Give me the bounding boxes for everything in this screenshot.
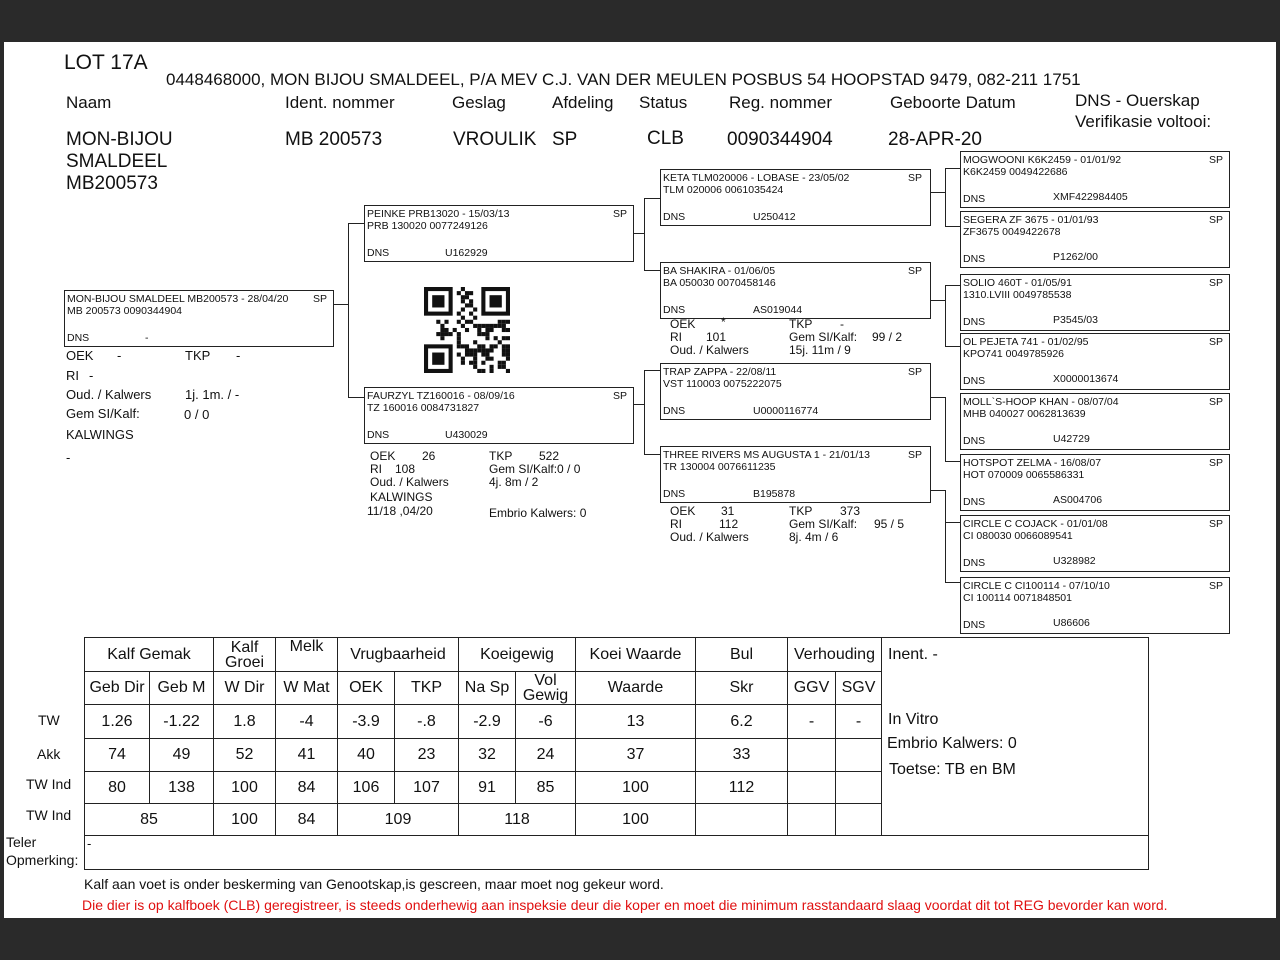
animal-status: CLB — [647, 128, 684, 149]
shakira-oud-value: 15j. 11m / 9 — [789, 343, 851, 357]
twind-cell-10 — [788, 772, 836, 804]
gen3-8-sp: SP — [1208, 580, 1223, 592]
col-sgv: SGV — [836, 672, 882, 705]
pedigree-sheet — [4, 42, 1276, 918]
twind-cell-11 — [836, 772, 882, 804]
augusta-oek-label: OEK — [670, 504, 696, 518]
gen3-1-sp: SP — [1208, 154, 1223, 166]
gen3-1-title: MOGWOONI K6K2459 - 01/01/92 — [963, 154, 1122, 166]
augusta-gem-label: Gem SI/Kalf: — [789, 517, 858, 531]
shakira-oek-label: OEK — [670, 317, 696, 331]
gen2-3-line2: VST 110003 0075222075 — [663, 378, 782, 390]
shakira-gem-label: Gem SI/Kalf: — [789, 330, 858, 344]
sire-dns-value: U162929 — [445, 247, 488, 259]
header-status: Status — [639, 93, 688, 112]
col-waarde: Waarde — [576, 672, 696, 705]
twind2-kalf-gemak: 85 — [85, 804, 214, 836]
akk-cell-2: 52 — [214, 739, 276, 772]
augusta-oud-value: 8j. 4m / 6 — [789, 530, 839, 544]
lot-number: LOT 17A — [64, 51, 148, 74]
twind-cell-7: 85 — [516, 772, 576, 804]
shakira-oek-value: * — [721, 315, 726, 329]
twind2-koei-waarde: 100 — [576, 804, 696, 836]
row-label-akk: Akk — [37, 746, 61, 762]
self-box-dns: DNS — [67, 332, 90, 344]
gen2-2-dns-value: AS019044 — [753, 304, 803, 316]
gen3-2-dns-value: P1262/00 — [1053, 251, 1098, 263]
gen3-4-dns-value: X0000013674 — [1053, 373, 1119, 385]
dam-title: FAURZYL TZ160016 - 08/09/16 — [367, 390, 515, 402]
twind2-sgv — [836, 804, 882, 836]
dam-oud-value: 4j. 8m / 2 — [489, 475, 539, 489]
gen2-3-sp: SP — [907, 366, 922, 378]
gen3-5-sp: SP — [1208, 396, 1223, 408]
gen2-4-sp: SP — [907, 449, 922, 461]
tw-cell-1: -1.22 — [150, 705, 214, 739]
augusta-tkp-label: TKP — [789, 504, 813, 518]
gen2-box-4 — [660, 446, 931, 503]
gen3-box-4 — [960, 333, 1230, 390]
header-dns: DNS - Ouerskap — [1075, 91, 1200, 110]
header-naam: Naam — [66, 93, 112, 112]
header-geslag: Geslag — [452, 93, 506, 112]
gen3-7-line2: CI 080030 0066089541 — [963, 530, 1073, 542]
self-kalwings-label: KALWINGS — [66, 427, 134, 442]
ebv-table — [84, 637, 1149, 870]
gen2-1-sp: SP — [907, 172, 922, 184]
group-vrugbaarheid: Vrugbaarheid — [338, 638, 459, 672]
self-pedigree-box — [64, 290, 334, 347]
tw-cell-6: -2.9 — [459, 705, 516, 739]
gen2-1-dns: DNS — [663, 211, 686, 223]
gen3-4-sp: SP — [1208, 336, 1223, 348]
row-label-tw: TW — [38, 712, 60, 728]
group-kalf-groei: Kalf Groei — [214, 638, 276, 672]
inent-label: Inent. - — [888, 646, 938, 663]
gen2-3-dns-value: U0000116774 — [753, 405, 819, 417]
dam-embrio: Embrio Kalwers: 0 — [489, 506, 587, 520]
self-box-line2: MB 200573 0090344904 — [67, 305, 183, 317]
gen3-box-8 — [960, 577, 1230, 634]
twind2-koeigewig: 118 — [459, 804, 576, 836]
akk-cell-10 — [788, 739, 836, 772]
animal-name-3: MB200573 — [66, 173, 158, 194]
toetse-label: Toetse: TB en BM — [889, 761, 1016, 778]
dam-kalwings-value: 11/18 ,04/20 — [367, 504, 433, 518]
animal-reg: 0090344904 — [727, 129, 833, 150]
dam-tkp-value: 522 — [539, 449, 560, 463]
gen2-4-line2: TR 130004 0076611235 — [663, 461, 776, 473]
gen2-3-dns: DNS — [663, 405, 686, 417]
col-geb-m: Geb M — [150, 672, 214, 705]
tw-cell-9: 6.2 — [696, 705, 788, 739]
gen3-5-dns-value: U42729 — [1053, 433, 1090, 445]
twind-cell-9: 112 — [696, 772, 788, 804]
tw-cell-8: 13 — [576, 705, 696, 739]
gen3-5-title: MOLL`S-HOOP KHAN - 08/07/04 — [963, 396, 1119, 408]
gen3-2-title: SEGERA ZF 3675 - 01/01/93 — [963, 214, 1099, 226]
gen3-box-1 — [960, 151, 1230, 208]
shakira-ri-value: 101 — [706, 330, 727, 344]
gen2-box-2 — [660, 262, 931, 319]
gen2-4-dns-value: B195878 — [753, 488, 796, 500]
gen3-8-dns: DNS — [963, 619, 986, 631]
col-ggv: GGV — [788, 672, 836, 705]
dam-gem: Gem SI/Kalf:0 / 0 — [489, 462, 581, 476]
dam-ri-label: RI — [370, 462, 382, 476]
akk-cell-9: 33 — [696, 739, 788, 772]
gen2-2-dns: DNS — [663, 304, 686, 316]
col-na-sp: Na Sp — [459, 672, 516, 705]
akk-cell-1: 49 — [150, 739, 214, 772]
group-kalf-gemak: Kalf Gemak — [85, 638, 214, 672]
col-tkp: TKP — [395, 672, 459, 705]
dam-sp: SP — [612, 390, 627, 402]
qr-code-icon — [424, 287, 510, 373]
sire-box — [364, 205, 634, 262]
gen3-4-title: OL PEJETA 741 - 01/02/95 — [963, 336, 1089, 348]
shakira-tkp-value: - — [840, 317, 844, 331]
gen3-6-title: HOTSPOT ZELMA - 16/08/07 — [963, 457, 1102, 469]
remark-value: - — [85, 836, 1149, 870]
gen3-3-dns-value: P3545/03 — [1053, 314, 1098, 326]
tw-cell-5: -.8 — [395, 705, 459, 739]
akk-cell-0: 74 — [85, 739, 150, 772]
gen3-4-line2: KPO741 0049785926 — [963, 348, 1065, 360]
gen3-3-title: SOLIO 460T - 01/05/91 — [963, 277, 1072, 289]
animal-name-1: MON-BIJOU — [66, 129, 173, 150]
col-geb-dir: Geb Dir — [85, 672, 150, 705]
gen2-box-3 — [660, 363, 931, 420]
gen3-1-dns-value: XMF422984405 — [1053, 191, 1128, 203]
gen3-4-dns: DNS — [963, 375, 986, 387]
tw-cell-3: -4 — [276, 705, 338, 739]
gen3-box-3 — [960, 274, 1230, 331]
tw-cell-0: 1.26 — [85, 705, 150, 739]
dam-dns-value: U430029 — [445, 429, 488, 441]
shakira-gem-value: 99 / 2 — [872, 330, 903, 344]
footer-note: Kalf aan voet is onder beskerming van Genootskap,is gescreen, maar moet nog gekeur word. — [84, 876, 664, 892]
row-label-tw-ind: TW Ind — [26, 776, 72, 792]
header-ident: Ident. nommer — [285, 93, 395, 112]
gen2-1-line2: TLM 020006 0061035424 — [663, 184, 784, 196]
self-gem-label: Gem SI/Kalf: — [66, 406, 140, 421]
akk-cell-8: 37 — [576, 739, 696, 772]
twind-cell-2: 100 — [214, 772, 276, 804]
gen2-4-dns: DNS — [663, 488, 686, 500]
embrio-kalwers: Embrio Kalwers: 0 — [887, 735, 1017, 752]
akk-cell-4: 40 — [338, 739, 395, 772]
self-ri-value: - — [89, 368, 94, 383]
gen2-1-title: KETA TLM020006 - LOBASE - 23/05/02 — [663, 172, 850, 184]
akk-cell-3: 41 — [276, 739, 338, 772]
augusta-gem-value: 95 / 5 — [874, 517, 905, 531]
row-label-tw-ind-2: TW Ind — [26, 807, 72, 823]
tw-cell-2: 1.8 — [214, 705, 276, 739]
dam-oek-value: 26 — [422, 449, 436, 463]
self-tkp-value: - — [236, 348, 241, 363]
gen2-box-1 — [660, 169, 931, 226]
sire-sp: SP — [612, 208, 627, 220]
gen3-6-dns: DNS — [963, 496, 986, 508]
akk-cell-7: 24 — [516, 739, 576, 772]
augusta-tkp-value: 373 — [840, 504, 861, 518]
gen3-7-dns: DNS — [963, 557, 986, 569]
tw-cell-10: - — [788, 705, 836, 739]
self-box-dns-value: - — [145, 332, 149, 344]
gen3-box-7 — [960, 515, 1230, 572]
remark-label-teler: Teler — [6, 834, 37, 850]
shakira-tkp-label: TKP — [789, 317, 813, 331]
gen3-1-line2: K6K2459 0049422686 — [963, 166, 1068, 178]
augusta-oud-label: Oud. / Kalwers — [670, 530, 749, 544]
sire-dns: DNS — [367, 247, 390, 259]
gen3-8-dns-value: U86606 — [1053, 617, 1090, 629]
animal-ident: MB 200573 — [285, 129, 383, 150]
gen3-3-dns: DNS — [963, 316, 986, 328]
header-geboorte: Geboorte Datum — [890, 93, 1016, 112]
sire-line2: PRB 130020 0077249126 — [367, 220, 488, 232]
footer-red-warning: Die dier is op kalfboek (CLB) geregistreer, is steeds onderhewig aan inspeksie deur die koper en moet die minimum rasstandaard slaag voordat dit tot REG bevorder kan word. — [82, 897, 1168, 913]
gen3-2-sp: SP — [1208, 214, 1223, 226]
twind2-kalf-groei: 100 — [214, 804, 276, 836]
tw-cell-4: -3.9 — [338, 705, 395, 739]
tw-cell-11: - — [836, 705, 882, 739]
group-verhouding: Verhouding — [788, 638, 882, 672]
gen3-box-6 — [960, 454, 1230, 511]
col-skr: Skr — [696, 672, 788, 705]
gen3-5-line2: MHB 040027 0062813639 — [963, 408, 1086, 420]
group-koeigewig: Koeigewig — [459, 638, 576, 672]
augusta-ri-value: 112 — [719, 517, 739, 531]
tw-cell-7: -6 — [516, 705, 576, 739]
gen3-7-sp: SP — [1208, 518, 1223, 530]
gen3-6-dns-value: AS004706 — [1053, 494, 1103, 506]
twind-cell-1: 138 — [150, 772, 214, 804]
twind-cell-5: 107 — [395, 772, 459, 804]
group-melk: Melk — [276, 638, 338, 672]
dam-tkp-label: TKP — [489, 449, 513, 463]
gen3-8-title: CIRCLE C CI100114 - 07/10/10 — [963, 580, 1110, 592]
animal-name-2: SMALDEEL — [66, 151, 168, 172]
dam-box — [364, 387, 634, 444]
akk-cell-6: 32 — [459, 739, 516, 772]
gen3-box-5 — [960, 393, 1230, 450]
dam-dns: DNS — [367, 429, 390, 441]
twind2-vrugbaarheid: 109 — [338, 804, 459, 836]
gen3-2-line2: ZF3675 0049422678 — [963, 226, 1061, 238]
self-ri-label: RI — [66, 368, 79, 383]
gen3-3-line2: 1310.LVIII 0049785538 — [963, 289, 1072, 301]
self-gem-value: 0 / 0 — [184, 407, 210, 422]
gen2-2-line2: BA 050030 0070458146 — [663, 277, 776, 289]
gen3-7-dns-value: U328982 — [1053, 555, 1096, 567]
self-box-title: MON-BIJOU SMALDEEL MB200573 - 28/04/20 — [67, 293, 289, 305]
self-oek-value: - — [117, 348, 122, 363]
header-verifikasie: Verifikasie voltooi: — [1075, 112, 1212, 131]
gen3-2-dns: DNS — [963, 253, 986, 265]
self-oud-value: 1j. 1m. / - — [185, 387, 240, 402]
col-vol-gewig: Vol Gewig — [516, 672, 576, 705]
animal-afdeling: SP — [552, 129, 578, 150]
col-oek: OEK — [338, 672, 395, 705]
info-cell — [882, 638, 1149, 836]
self-box-sp: SP — [312, 293, 327, 305]
group-bul: Bul — [696, 638, 788, 672]
dam-kalwings-label: KALWINGS — [370, 490, 433, 504]
gen2-1-dns-value: U250412 — [753, 211, 796, 223]
akk-cell-5: 23 — [395, 739, 459, 772]
animal-geslag: VROULIK — [453, 129, 537, 150]
header-reg: Reg. nommer — [729, 93, 832, 112]
gen3-3-sp: SP — [1208, 277, 1223, 289]
dam-oud-label: Oud. / Kalwers — [370, 475, 449, 489]
twind2-bul — [696, 804, 788, 836]
header-afdeling: Afdeling — [552, 93, 614, 112]
dam-ri-value: 108 — [395, 462, 416, 476]
akk-cell-11 — [836, 739, 882, 772]
self-oud-label: Oud. / Kalwers — [66, 387, 152, 402]
augusta-oek-value: 31 — [721, 504, 735, 518]
self-tkp-label: TKP — [185, 348, 211, 363]
gen3-5-dns: DNS — [963, 435, 986, 447]
remark-row — [85, 836, 1149, 870]
gen3-7-title: CIRCLE C COJACK - 01/01/08 — [963, 518, 1108, 530]
twind-cell-0: 80 — [85, 772, 150, 804]
owner-line: 0448468000, MON BIJOU SMALDEEL, P/A MEV C.J. VAN DER MEULEN POSBUS 54 HOOPSTAD 9479, 082-211 1751 — [166, 70, 1081, 89]
gen3-6-line2: HOT 070009 0065586331 — [963, 469, 1085, 481]
gen3-6-sp: SP — [1208, 457, 1223, 469]
twind2-melk: 84 — [276, 804, 338, 836]
gen2-2-sp: SP — [907, 265, 922, 277]
group-koei-waarde: Koei Waarde — [576, 638, 696, 672]
twind-cell-4: 106 — [338, 772, 395, 804]
twind-cell-8: 100 — [576, 772, 696, 804]
sire-title: PEINKE PRB13020 - 15/03/13 — [367, 208, 510, 220]
dam-oek-label: OEK — [370, 449, 396, 463]
gen2-4-title: THREE RIVERS MS AUGUSTA 1 - 21/01/13 — [663, 449, 870, 461]
gen3-1-dns: DNS — [963, 193, 986, 205]
remark-label-opmerking: Opmerking: — [6, 852, 79, 868]
shakira-oud-label: Oud. / Kalwers — [670, 343, 749, 357]
animal-geboorte: 28-APR-20 — [888, 129, 982, 150]
twind-cell-6: 91 — [459, 772, 516, 804]
self-kalwings-value: - — [66, 450, 71, 465]
augusta-ri-label: RI — [670, 517, 682, 531]
gen3-8-line2: CI 100114 0071848501 — [963, 592, 1072, 604]
gen2-2-title: BA SHAKIRA - 01/06/05 — [663, 265, 776, 277]
col-w-dir: W Dir — [214, 672, 276, 705]
self-oek-label: OEK — [66, 348, 94, 363]
gen3-box-2 — [960, 211, 1230, 268]
dam-line2: TZ 160016 0084731827 — [367, 402, 480, 414]
col-w-mat: W Mat — [276, 672, 338, 705]
twind2-ggv — [788, 804, 836, 836]
shakira-ri-label: RI — [670, 330, 682, 344]
gen2-3-title: TRAP ZAPPA - 22/08/11 — [663, 366, 777, 378]
in-vitro-label: In Vitro — [888, 711, 939, 728]
twind-cell-3: 84 — [276, 772, 338, 804]
